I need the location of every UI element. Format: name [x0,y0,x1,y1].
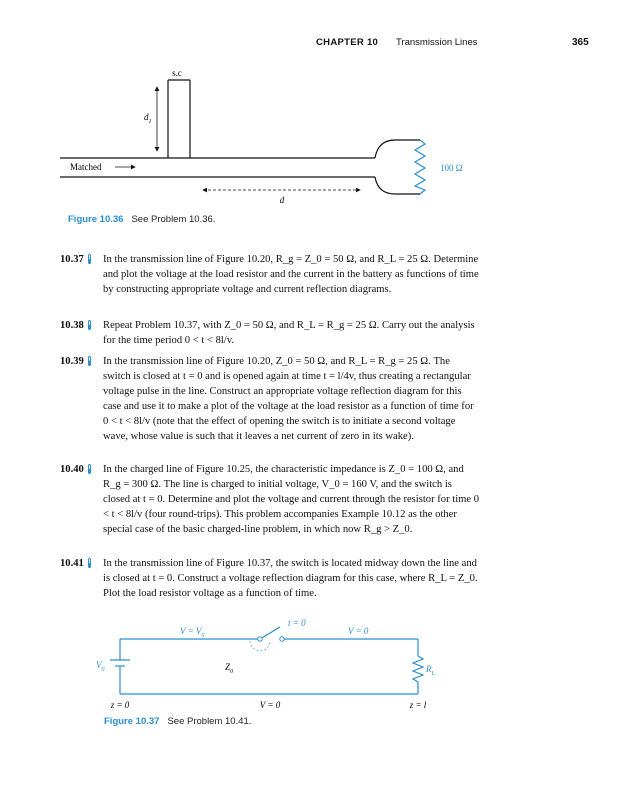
problem-10-38 [60,318,480,348]
z-start-label: z = 0 [110,700,130,710]
figure-10-36-label: Figure 10.36 [68,214,124,225]
figure-10-36-caption [68,214,215,225]
load-label: $R_L$ [426,664,435,677]
chapter-label: CHAPTER 10 [316,37,379,48]
switch-contact-right [280,637,284,641]
problem-number: 10.37 [60,254,84,265]
page-number: 365 [572,37,589,48]
thermometer-icon [88,320,91,330]
circuit-wires [110,627,418,694]
voltage-right-label: V = 0 [348,626,369,636]
load-resistor [413,656,423,682]
problem-10-39 [60,354,480,444]
source-voltage-label: $V_0$ [96,660,105,673]
resistor-label: 100 Ω [440,163,463,173]
load-resistor [415,140,425,194]
figure-10-36 [60,60,480,210]
chapter-title: Transmission Lines [396,37,478,48]
problem-number: 10.41 [60,558,84,569]
problem-text: In the charged line of Figure 10.25, the characteristic impedance is Z_0 = 100 Ω, and R_g = 300 Ω. The line is charged to initial voltage, V_0 = 160 V, and the switch is closed at t = 0. Determine and plot the voltage and current through the resistor for time 0 < t < 8l/v (four round-trips). This problem accompanies Example 10.12 as the other special case of the basic charged-line problem, in which now R_g > Z_0. [103,464,480,535]
z-end-label: z = l [409,700,427,710]
impedance-label: $Z_0$ [225,662,234,675]
figure-10-36-caption-text: See Problem 10.36. [131,214,216,225]
switch-blade [260,627,280,639]
thermometer-icon [88,254,91,264]
d1-label: $d_1$ [144,112,152,125]
matched-label: Matched [70,162,102,172]
voltage-bottom-label: V = 0 [259,700,281,710]
switch-contact-left [258,637,262,641]
stub-line [60,80,420,194]
sc-label: s.c [172,68,182,78]
d-label: d [279,195,285,205]
figure-10-37-caption [104,716,251,727]
problem-number: 10.38 [60,320,84,331]
problem-text: Repeat Problem 10.37, with Z_0 = 50 Ω, and R_L = R_g = 25 Ω. Carry out the analysis for the time period 0 < t < 8l/v. [103,320,475,346]
problem-10-40 [60,462,480,537]
figure-10-37 [90,614,450,714]
thermometer-icon [88,356,91,366]
voltage-left-label: $V = V_0$ [180,626,205,639]
problem-number: 10.39 [60,356,84,367]
problem-text: In the transmission line of Figure 10.20, R_g = Z_0 = 50 Ω, and R_L = 25 Ω. Determine and plot the voltage at the load resistor and the current in the battery as functions of time by constructing appropriate voltage and current reflection diagrams. [103,254,479,295]
switch-time-label: t = 0 [288,618,306,628]
problem-number: 10.40 [60,464,84,475]
thermometer-icon [88,558,91,568]
problem-text: In the transmission line of Figure 10.37, the switch is located midway down the line and is closed at t = 0. Construct a voltage reflection diagram for this case, where R_L = Z_0. Plot the load resistor voltage as a function of time. [103,558,478,599]
figure-10-37-caption-text: See Problem 10.41. [167,716,252,727]
problem-text: In the transmission line of Figure 10.20, Z_0 = 50 Ω, and R_L = R_g = 25 Ω. The switch is closed at t = 0 and is opened again at time t = l/4v, thus creating a rectangular voltage pulse in the line. Construct an appropriate voltage reflection diagram for this case and use it to make a plot of the voltage at the load resistor as a function of time for 0 < t < 8l/v (note that the effect of opening the switch is to initiate a second voltage wave, whose value is such that it leaves a net current of zero in its wake). [103,356,474,442]
figure-10-37-label: Figure 10.37 [104,716,160,727]
problem-10-41 [60,556,480,601]
thermometer-icon [88,464,91,474]
problem-10-37 [60,252,480,297]
